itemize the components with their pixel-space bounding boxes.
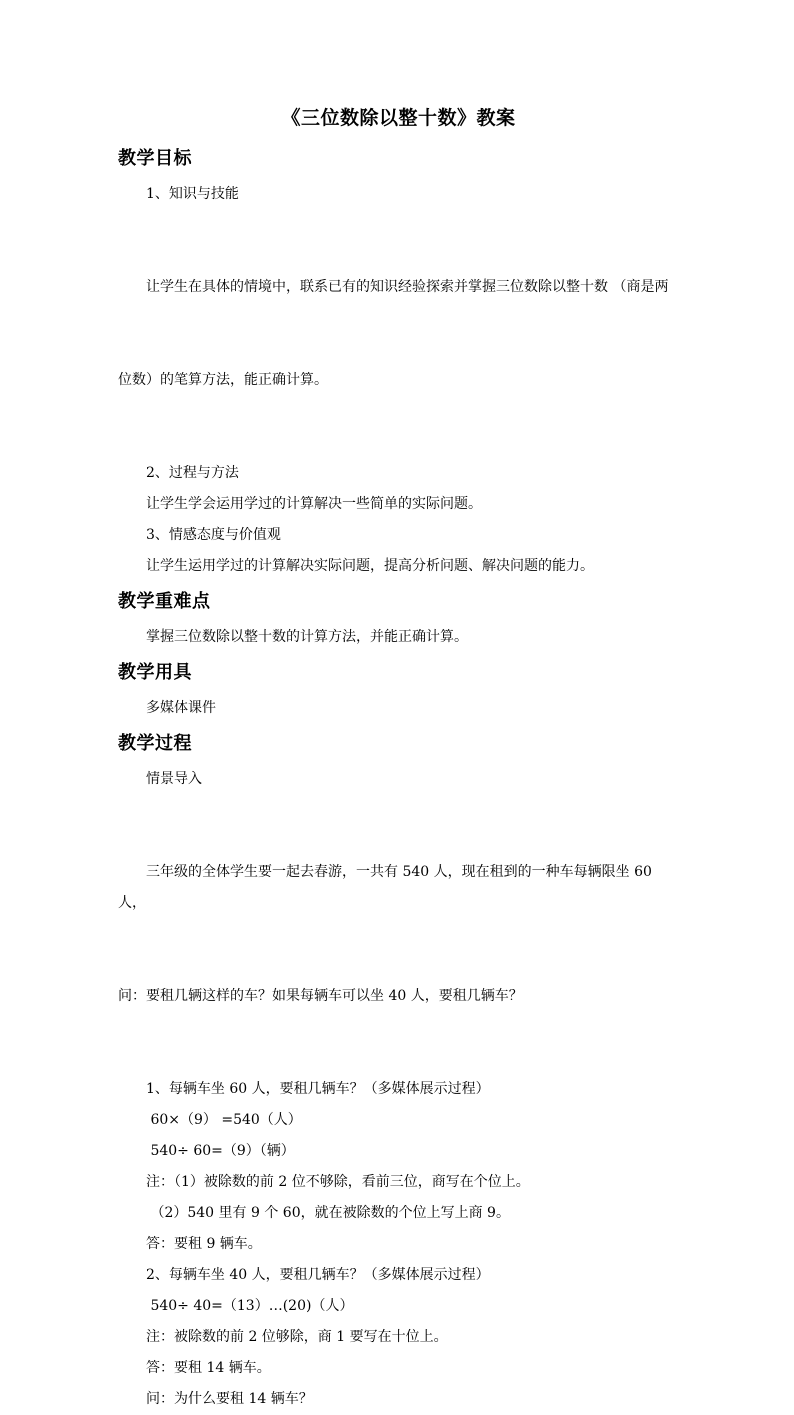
process-note-3: 注：被除数的前 2 位够除，商 1 要写在十位上。 bbox=[146, 1329, 448, 1345]
goal-item-knowledge: 1、知识与技能 bbox=[146, 186, 239, 202]
section-heading-goals: 教学目标 bbox=[118, 148, 192, 169]
process-intro-label: 情景导入 bbox=[146, 771, 202, 787]
goal-item-process: 2、过程与方法 bbox=[146, 465, 239, 481]
process-scenario bbox=[118, 795, 679, 1074]
process-equation-2: 540÷ 60=（9）（辆） bbox=[146, 1143, 295, 1159]
process-answer-2: 答：要租 14 辆车。 bbox=[146, 1360, 271, 1376]
process-note-1: 注：（1）被除数的前 2 位不够除，看前三位，商写在个位上。 bbox=[146, 1174, 530, 1190]
goal-process-description: 让学生学会运用学过的计算解决一些简单的实际问题。 bbox=[146, 496, 482, 512]
process-equation-3: 540÷ 40=（13）…(20)（人） bbox=[146, 1298, 354, 1314]
process-question-2: 2、每辆车坐 40 人，要租几辆车？（多媒体展示过程） bbox=[146, 1267, 490, 1283]
process-scenario-line-2: 问：要租几辆这样的车？如果每辆车可以坐 40 人，要租几辆车？ bbox=[118, 988, 523, 1004]
goal-knowledge-line-1: 让学生在具体的情境中，联系已有的知识经验探索并掌握三位数除以整十数 （商是两 bbox=[146, 279, 669, 295]
goal-knowledge-line-2: 位数）的笔算方法，能正确计算。 bbox=[118, 372, 328, 388]
section-heading-tools: 教学用具 bbox=[118, 662, 192, 683]
process-question-3: 问：为什么要租 14 辆车？ bbox=[146, 1391, 313, 1407]
process-equation-1: 60×（9） =540（人） bbox=[146, 1112, 302, 1128]
process-answer-1: 答：要租 9 辆车。 bbox=[146, 1236, 262, 1252]
key-points-text: 掌握三位数除以整十数的计算方法，并能正确计算。 bbox=[146, 629, 468, 645]
goal-item-attitude: 3、情感态度与价值观 bbox=[146, 527, 281, 543]
process-question-1: 1、每辆车坐 60 人，要租几辆车？（多媒体展示过程） bbox=[146, 1081, 490, 1097]
document-title: 《三位数除以整十数》教案 bbox=[281, 107, 516, 129]
goal-knowledge-description bbox=[118, 210, 679, 458]
goal-attitude-description: 让学生运用学过的计算解决实际问题，提高分析问题、解决问题的能力。 bbox=[146, 558, 594, 574]
tools-text: 多媒体课件 bbox=[146, 700, 216, 716]
process-note-2: （2）540 里有 9 个 60，就在被除数的个位上写上商 9。 bbox=[146, 1205, 510, 1221]
process-scenario-line-1: 三年级的全体学生要一起去春游，一共有 540 人，现在租到的一种车每辆限坐 60 人， bbox=[118, 864, 657, 911]
section-heading-process: 教学过程 bbox=[118, 733, 192, 754]
section-heading-key-points: 教学重难点 bbox=[118, 591, 211, 612]
